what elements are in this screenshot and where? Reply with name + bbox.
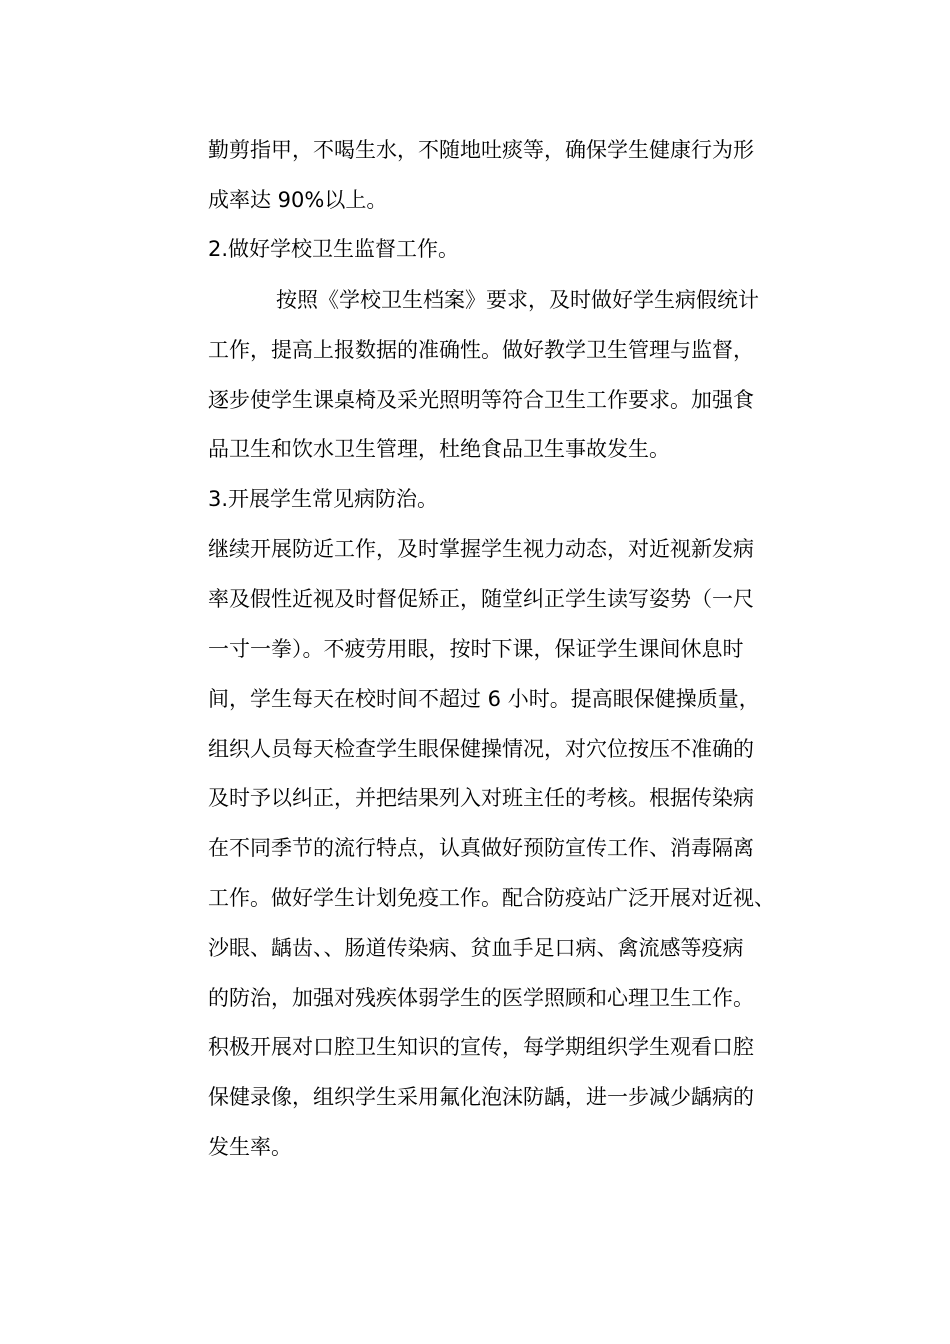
paragraph-line: 发生率。 <box>208 1135 292 1159</box>
paragraph-line: 保健录像，组织学生采用氟化泡沫防龋，进一步减少龋病的 <box>208 1085 754 1109</box>
paragraph-line: 的防治，加强对残疾体弱学生的医学照顾和心理卫生工作。 <box>208 986 754 1010</box>
paragraph-line: 率及假性近视及时督促矫正，随堂纠正学生读写姿势（一尺 <box>208 587 754 611</box>
paragraph-line: 积极开展对口腔卫生知识的宣传，每学期组织学生观看口腔 <box>208 1035 754 1059</box>
paragraph-line: 工作。做好学生计划免疫工作。配合防疫站广泛开展对近视、 <box>208 886 775 910</box>
paragraph-line: 在不同季节的流行特点，认真做好预防宣传工作、消毒隔离 <box>208 836 754 860</box>
paragraph-line: 继续开展防近工作，及时掌握学生视力动态，对近视新发病 <box>208 537 754 561</box>
paragraph-line: 间，学生每天在校时间不超过 6 小时。提高眼保健操质量， <box>208 687 760 711</box>
paragraph-line: 按照《学校卫生档案》要求，及时做好学生病假统计 <box>276 288 759 312</box>
paragraph-line: 沙眼、龋齿、、肠道传染病、贫血手足口病、禽流感等疫病 <box>208 936 744 960</box>
paragraph-line: 一寸一拳）。不疲劳用眼，按时下课，保证学生课间休息时 <box>208 637 744 661</box>
section-heading: 3.开展学生常见病防治。 <box>208 487 439 511</box>
paragraph-line: 逐步使学生课桌椅及采光照明等符合卫生工作要求。加强食 <box>208 388 754 412</box>
paragraph-line: 及时予以纠正，并把结果列入对班主任的考核。根据传染病 <box>208 786 754 810</box>
paragraph-line: 成率达 90%以上。 <box>208 188 388 212</box>
paragraph-line: 工作，提高上报数据的准确性。做好教学卫生管理与监督， <box>208 338 754 362</box>
paragraph-line: 勤剪指甲，不喝生水，不随地吐痰等，确保学生健康行为形 <box>208 138 754 162</box>
paragraph-line: 组织人员每天检查学生眼保健操情况，对穴位按压不准确的 <box>208 737 754 761</box>
section-heading: 2.做好学校卫生监督工作。 <box>208 237 460 261</box>
paragraph-line: 品卫生和饮水卫生管理，杜绝食品卫生事故发生。 <box>208 437 670 461</box>
